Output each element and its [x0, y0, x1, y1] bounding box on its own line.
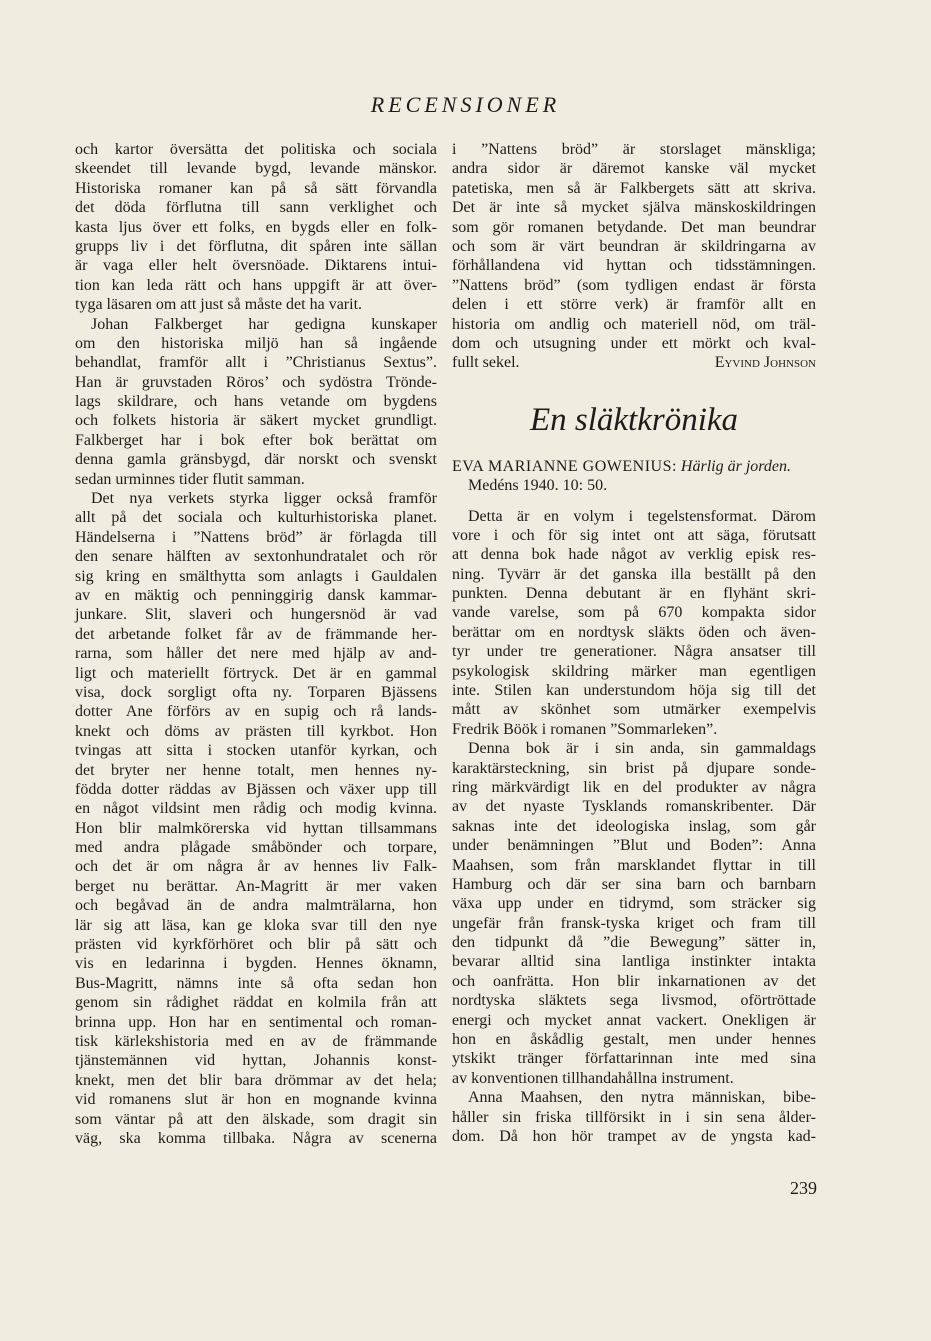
publisher-info: Medéns 1940. 10: 50. — [468, 477, 608, 495]
right-column — [452, 140, 816, 1146]
text-line: tyr under tre generationer. Några ansatser till — [452, 643, 816, 661]
text-line: Detta är en volym i tegelstensformat. Därom — [468, 507, 816, 525]
text-line: födda dotter räddas av Bjässen och växer upp till — [75, 780, 437, 798]
text-line: dom. Då hon hör trampet av de yngsta kad- — [452, 1128, 816, 1145]
text-line: som gör romanen betydande. Det man beundrar — [452, 218, 816, 236]
text-line: rarna, som håller det nere med hjälp av and- — [75, 645, 437, 663]
text-line: vis en ledarinna i bygden. Hennes öknamn, — [75, 955, 437, 973]
text-line: och folkets historia är säkert mycket grundligt. — [75, 412, 437, 430]
text-line: lags skildrare, och hans vetande om bygdens — [75, 393, 437, 411]
text-line: att denna bok hade något av verklig episk res- — [452, 546, 816, 564]
book-title: Härlig är jorden. — [680, 457, 791, 475]
text-line: av det nyaste Tysklands romanskribenter. Där — [452, 798, 816, 816]
text-line: Bus-Magritt, nämns inte så ofta sedan hon — [75, 974, 437, 992]
text-line: i ”Nattens bröd” är storslaget mänskliga; — [452, 141, 816, 158]
text-line: sig kring en smälthytta som anlagts i Gauldalen — [75, 567, 437, 585]
text-line: punkten. Denna debutant är en flyhänt skri- — [452, 585, 816, 603]
text-line: en något vildsint men rådig och modig kvinna. — [75, 800, 437, 818]
text-line: och oanfrätta. Hon blir inkarnationen av det — [452, 972, 816, 990]
text-line: delen i ett större verk) är framför allt en — [452, 296, 816, 314]
text-line: vande varelse, som på 670 kompakta sidor — [452, 604, 816, 622]
text-line: Johan Falkberget har gedigna kunskaper — [91, 315, 437, 333]
review-signoff-line — [452, 353, 816, 372]
text-line: knekt, men det blir bara drömmar av det hela; — [75, 1071, 437, 1089]
text-line: ligt och materiellt förtryck. Det är en gammal — [75, 664, 437, 682]
text-line: tisk kärlekshistoria med en av de främmande — [75, 1032, 437, 1050]
text-line: energi och mycket annat vackert. Onekligen är — [452, 1011, 816, 1029]
text-line: Denna bok är i sin anda, sin gammaldags — [468, 740, 816, 758]
text-line: Hon blir malmkörerska vid hyttan tillsammans — [75, 819, 437, 837]
text-line: genom sin rådighet räddat en kolmila från att — [75, 994, 437, 1012]
text-line: det arbetande folket får av de främmande her- — [75, 625, 437, 643]
text-line: junkare. Slit, slaveri och hungersnöd är vad — [75, 606, 437, 624]
text-line: den senare hälften av sextonhundratalet och rör — [75, 548, 437, 566]
text-line: under benämningen ”Blut und Boden”: Anna — [452, 837, 816, 855]
text-line: Anna Maahsen, den nytra människan, bibe- — [468, 1089, 816, 1107]
text-line: mått av skönhet som utmärker exempelvis — [452, 701, 816, 719]
text-line: skeendet till levande bygd, levande mänskor. — [75, 160, 437, 178]
text-line: ning. Tyvärr är det ganska illa beställt på den — [452, 565, 816, 583]
text-line: behandlat, framför allt i ”Christianus Sextus”. — [75, 354, 437, 372]
text-line: och kartor översätta det politiska och sociala — [75, 141, 437, 158]
text-line: och begåvad än de andra malmträlarna, hon — [75, 897, 437, 915]
text-line: och det är om några år av hennes liv Falk- — [75, 858, 437, 876]
text-line: tion kan leda rätt och hans uppgift är att över- — [75, 276, 437, 294]
text-line: sedan urminnes tider flutit samman. — [75, 470, 305, 488]
text-line: lär sig att läsa, kan ge kloka svar till den nye — [75, 916, 437, 934]
text-line: dotter Ane förförs av en supig och rå lands- — [75, 703, 437, 721]
text-line: knekt och döms av prästen till kyrkbot. Hon — [75, 722, 437, 740]
text-line: grupps liv i det förflutna, dit spåren inte sällan — [75, 237, 437, 255]
text-line: den tidpunkt då ”die Bewegung” sätter in, — [452, 934, 816, 952]
book-byline — [452, 457, 816, 496]
text-line: kasta ljus över ett folks, en bygds eller en folk- — [75, 218, 437, 236]
book-author: EVA MARIANNE GOWENIUS: — [452, 457, 677, 475]
text-line: Hamburg och där ser sina barn och barnbarn — [452, 875, 816, 893]
left-column — [75, 140, 437, 1148]
text-line: dom och utsugning under ett mörkt och kval- — [452, 334, 816, 352]
running-header: RECENSIONER — [370, 92, 561, 117]
text-line: växa upp under en tidrymd, som sträcker sig — [452, 895, 816, 913]
text-line: vore i och för sig intet ont att säga, förutsatt — [452, 526, 816, 544]
text-line: tjänstemännen vid hyttan, Johannis konst- — [75, 1052, 437, 1070]
text-line: väg, ska komma tillbaka. Några av scenerna — [75, 1129, 437, 1147]
text-line: nordtyska släktets sega livsmod, oförtröttade — [452, 992, 816, 1010]
text-line: hon en åskådlig gestalt, men under hennes — [452, 1031, 816, 1049]
text-line: visa, dock sorgligt ofta ny. Torparen Bjässens — [75, 683, 437, 701]
text-line: ring märkvärdigt lik en del produkter av några — [452, 778, 816, 796]
text-line: tyga läsaren om att just så måste det ha varit. — [75, 296, 363, 314]
text-line: Maahsen, som från marsklandet flyttar in till — [452, 856, 816, 874]
text-line: Det är inte så mycket själva mänskoskildringen — [452, 199, 816, 217]
text-line: av konventionen tillhandahållna instrument. — [452, 1069, 734, 1087]
text-line: denna gamla gränsbygd, där norskt och svenskt — [75, 451, 437, 469]
text-line: berättar om en nordtysk släkts öden och även- — [452, 623, 816, 641]
text-line: det döda förflutna till sann verklighet och — [75, 199, 437, 217]
text-line: brinna upp. Hon har en sentimental och roman- — [75, 1013, 437, 1031]
text-line: Fredrik Böök i romanen ”Sommarleken”. — [452, 720, 718, 738]
review-eyvind-johnson — [452, 140, 816, 353]
text-line: ungefär från fransk-tyska kriget och fram till — [452, 914, 816, 932]
review-final-text: fullt sekel. — [452, 354, 520, 372]
text-line: Händelserna i ”Nattens bröd” är förlagda till — [75, 528, 437, 546]
text-line: karaktärsteckning, sin brist på djupare sonde- — [452, 759, 816, 777]
text-line: Historiska romaner kan på så sätt förvandla — [75, 179, 437, 197]
section-title: En släktkrönika — [529, 401, 739, 438]
text-line: inte. Stilen kan understundom höja sig till det — [452, 682, 816, 700]
text-line: om den historiska miljö han så ingående — [75, 334, 437, 352]
text-line: är vaga eller helt översnöade. Diktarens intui- — [75, 257, 437, 275]
text-line: Falkberget har i bok efter bok berättat om — [75, 431, 437, 449]
text-line: allt på det sociala och kulturhistoriska planet. — [75, 509, 437, 527]
text-line: förhållandena vid hyttan och tidsstämningen. — [452, 257, 816, 275]
text-line: Han är gruvstaden Röros’ och sydöstra Trönde- — [75, 373, 437, 391]
reviewer-signature: Eyvind Johnson — [714, 354, 816, 372]
text-line: med andra plågade småbönder och torpare, — [75, 839, 437, 857]
text-line: saknas inte det ideologiska inslag, som går — [452, 817, 816, 835]
text-line: patetiska, men så är Falkbergets sätt att skriva. — [452, 179, 816, 197]
text-line: prästen vid kyrkförhöret och blir på sätt och — [75, 936, 437, 954]
text-line: av en mäktig och penninggirig dansk kammar- — [75, 586, 437, 604]
text-line: psykologisk skildring märker man egentligen — [452, 662, 816, 680]
text-line: vid romanens slut är hon en mognande kvinna — [75, 1091, 437, 1109]
text-line: andra sidor är däremot kanske väl mycket — [452, 160, 816, 178]
text-line: och som är värt beundran är skildringarna av — [452, 237, 816, 255]
text-line: håller sin friska tillförsikt in i sin sena ålder- — [452, 1108, 816, 1126]
text-line: bevarar alltid sina lantliga instinkter intakta — [452, 953, 816, 971]
text-line: berget nu berättar. An-Magritt är mer vaken — [75, 877, 437, 895]
text-line: ”Nattens bröd” (som tydligen endast är första — [452, 276, 816, 294]
text-line: som väntar på att den älskade, som dragit sin — [75, 1110, 437, 1128]
review-en-slaktkronika — [452, 507, 816, 1147]
text-line: Det nya verkets styrka ligger också framför — [91, 490, 437, 508]
page-number: 239 — [790, 1178, 817, 1198]
text-line: ytskikt tränger författarinnan inte med sina — [452, 1050, 816, 1068]
text-line: historia om andlig och materiell nöd, om träl- — [452, 315, 816, 333]
text-line: tvingas att sitta i stocken utanför kyrkan, och — [75, 742, 437, 760]
text-line: det bryter ner henne totalt, men hennes ny- — [75, 761, 437, 779]
